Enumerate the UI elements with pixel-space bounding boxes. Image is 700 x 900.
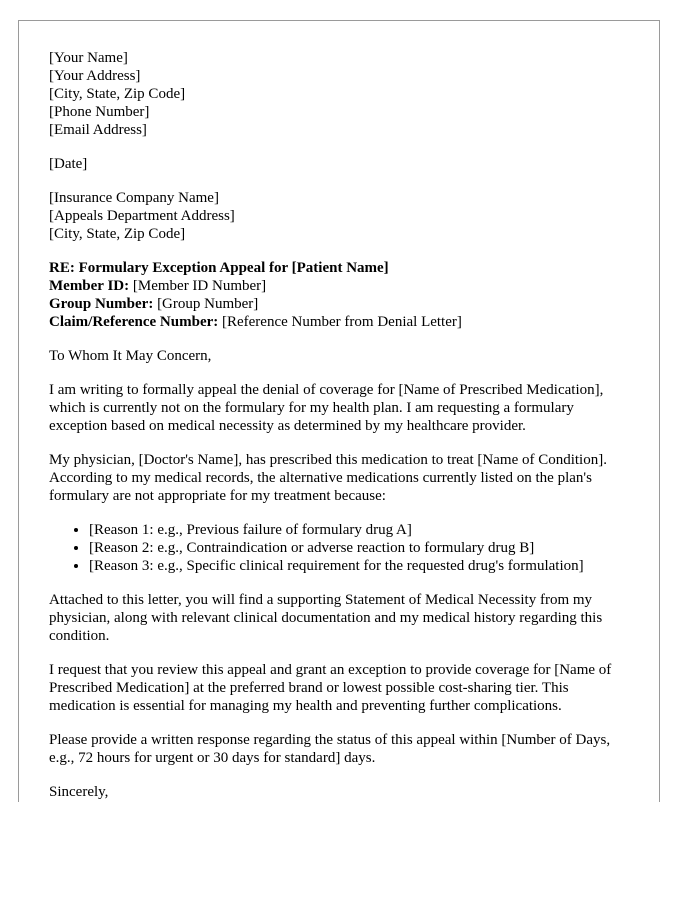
sender-address-block (49, 49, 629, 139)
letter-date: [Date] (49, 156, 88, 172)
list-item: • [Reason 2: e.g., Contraindication or adverse reaction to formulary drug B] (89, 539, 629, 557)
recipient-department-address: [Appeals Department Address] (49, 208, 235, 224)
closing: Sincerely, (49, 784, 109, 800)
list-item: • [Reason 1: e.g., Previous failure of formulary drug A] (89, 521, 629, 539)
claim-number-label: Claim/Reference Number: (49, 314, 219, 330)
group-number-line (49, 295, 629, 313)
reasons-list (49, 521, 629, 575)
attached-paragraph: Attached to this letter, you will find a supporting Statement of Medical Necessity from my physician, along with relevant clinical documentation and my medical history regarding this condition. (49, 592, 603, 644)
sender-phone: [Phone Number] (49, 104, 150, 120)
recipient-address-block (49, 189, 629, 243)
member-id-line (49, 277, 629, 295)
group-number-value: [Group Number] (153, 296, 259, 312)
member-id-value: [Member ID Number] (129, 278, 267, 294)
sender-city-state-zip: [City, State, Zip Code] (49, 86, 186, 102)
subject-line (49, 259, 629, 277)
sender-address: [Your Address] (49, 68, 141, 84)
member-id-label: Member ID: (49, 278, 130, 294)
letter-page (18, 20, 660, 802)
sender-email: [Email Address] (49, 122, 147, 138)
list-item: • [Reason 3: e.g., Specific clinical requirement for the requested drug's formulation] (89, 557, 629, 575)
claim-number-value: [Reference Number from Denial Letter] (218, 314, 462, 330)
intro-paragraph: I am writing to formally appeal the denial of coverage for [Name of Prescribed Medication], which is currently not on the formulary for my health plan. I am requesting a formulary exception based on medical necessity as determined by my healthcare provider. (49, 382, 604, 434)
date-block (49, 155, 629, 173)
group-number-label: Group Number: (49, 296, 154, 312)
reference-block (49, 259, 629, 331)
claim-number-line (49, 313, 629, 331)
physician-paragraph: My physician, [Doctor's Name], has prescribed this medication to treat [Name of Condition]. According to my medical records, the alternative medications currently listed on the plan's formulary are not appropriate for my treatment because: (49, 452, 607, 504)
subject-text: RE: Formulary Exception Appeal for [Patient Name] (49, 260, 389, 276)
request-paragraph: I request that you review this appeal and grant an exception to provide coverage for [Name of Prescribed Medication] at the preferred brand or lowest possible cost-sharing tier. This medication is essential for managing my health and preventing further complications. (49, 662, 612, 714)
recipient-city-state-zip: [City, State, Zip Code] (49, 226, 186, 242)
response-paragraph: Please provide a written response regarding the status of this appeal within [Number of Days, e.g., 72 hours for urgent or 30 days for standard] days. (49, 732, 611, 766)
salutation: To Whom It May Concern, (49, 348, 212, 364)
sender-name: [Your Name] (49, 50, 128, 66)
recipient-company: [Insurance Company Name] (49, 190, 219, 206)
